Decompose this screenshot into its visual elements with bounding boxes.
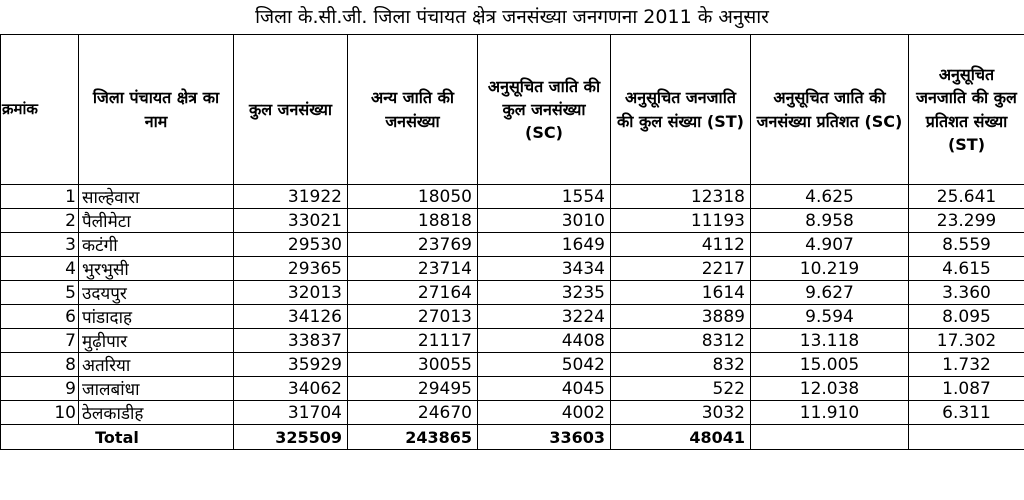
sc-percent-cell: 4.907 [751, 233, 909, 257]
other-caste-cell: 27164 [348, 281, 478, 305]
st-population-sum: 48041 [611, 425, 751, 450]
serial-no-cell: 4 [1, 257, 79, 281]
table-title: जिला के.सी.जी. जिला पंचायत क्षेत्र जनसंख्या जनगणना 2011 के अनुसार [255, 6, 769, 28]
table-row [1, 209, 1024, 233]
header-sc-population: अनुसूचित जाति की कुल जनसंख्या (SC) [478, 35, 611, 185]
other-caste-cell: 30055 [348, 353, 478, 377]
sc-percent-total-empty [751, 425, 909, 450]
serial-no-cell: 7 [1, 329, 79, 353]
sc-population-cell: 3010 [478, 209, 611, 233]
st-percent-cell: 3.360 [909, 281, 1024, 305]
total-population-cell: 34126 [234, 305, 348, 329]
area-name-cell: पांडादाह [79, 305, 234, 329]
header-area-name: जिला पंचायत क्षेत्र का नाम [79, 35, 234, 185]
area-name-cell: पैलीमेटा [79, 209, 234, 233]
table-row [1, 353, 1024, 377]
area-name-cell: जालबांधा [79, 377, 234, 401]
header-serial-no: क्रमांक [1, 35, 79, 185]
serial-no-cell: 10 [1, 401, 79, 425]
serial-no-cell: 2 [1, 209, 79, 233]
st-percent-cell: 6.311 [909, 401, 1024, 425]
sc-percent-cell: 8.958 [751, 209, 909, 233]
area-name-cell: साल्हेवारा [79, 185, 234, 209]
area-name-cell: भुरभुसी [79, 257, 234, 281]
other-caste-cell: 23714 [348, 257, 478, 281]
census-table [0, 34, 1024, 450]
sc-population-cell: 3224 [478, 305, 611, 329]
other-caste-cell: 18050 [348, 185, 478, 209]
st-percent-total-empty [909, 425, 1024, 450]
st-percent-cell: 4.615 [909, 257, 1024, 281]
sc-percent-cell: 10.219 [751, 257, 909, 281]
st-population-cell: 12318 [611, 185, 751, 209]
st-population-cell: 11193 [611, 209, 751, 233]
serial-no-cell: 9 [1, 377, 79, 401]
sc-population-sum: 33603 [478, 425, 611, 450]
table-row [1, 185, 1024, 209]
header-total-population: कुल जनसंख्या [234, 35, 348, 185]
total-population-cell: 29365 [234, 257, 348, 281]
area-name-cell: मुढ़ीपार [79, 329, 234, 353]
header-sc-percent: अनुसूचित जाति की जनसंख्या प्रतिशत (SC) [751, 35, 909, 185]
sc-percent-cell: 12.038 [751, 377, 909, 401]
table-row [1, 257, 1024, 281]
area-name-cell: ठेलकाडीह [79, 401, 234, 425]
sc-population-cell: 5042 [478, 353, 611, 377]
total-population-cell: 33837 [234, 329, 348, 353]
area-name-cell: कटंगी [79, 233, 234, 257]
st-percent-cell: 23.299 [909, 209, 1024, 233]
other-caste-cell: 21117 [348, 329, 478, 353]
st-population-cell: 4112 [611, 233, 751, 257]
st-percent-cell: 17.302 [909, 329, 1024, 353]
total-population-cell: 33021 [234, 209, 348, 233]
other-caste-cell: 27013 [348, 305, 478, 329]
total-population-cell: 31704 [234, 401, 348, 425]
total-population-cell: 29530 [234, 233, 348, 257]
sc-population-cell: 4045 [478, 377, 611, 401]
total-label: Total [1, 425, 234, 450]
table-row [1, 305, 1024, 329]
st-population-cell: 3889 [611, 305, 751, 329]
header-st-population: अनुसूचित जनजाति की कुल संख्या (ST) [611, 35, 751, 185]
st-population-cell: 832 [611, 353, 751, 377]
st-percent-cell: 25.641 [909, 185, 1024, 209]
area-name-cell: उदयपुर [79, 281, 234, 305]
sc-population-cell: 3434 [478, 257, 611, 281]
sc-percent-cell: 11.910 [751, 401, 909, 425]
serial-no-cell: 3 [1, 233, 79, 257]
other-caste-cell: 18818 [348, 209, 478, 233]
other-caste-cell: 29495 [348, 377, 478, 401]
total-population-sum: 325509 [234, 425, 348, 450]
total-population-cell: 34062 [234, 377, 348, 401]
sc-population-cell: 4002 [478, 401, 611, 425]
serial-no-cell: 1 [1, 185, 79, 209]
sc-population-cell: 1554 [478, 185, 611, 209]
header-st-percent: अनुसूचित जनजाति की कुल प्रतिशत संख्या (ST) [909, 35, 1024, 185]
st-percent-cell: 8.559 [909, 233, 1024, 257]
sc-percent-cell: 15.005 [751, 353, 909, 377]
sc-percent-cell: 9.594 [751, 305, 909, 329]
other-caste-cell: 23769 [348, 233, 478, 257]
total-row [1, 425, 1024, 450]
serial-no-cell: 8 [1, 353, 79, 377]
total-population-cell: 31922 [234, 185, 348, 209]
st-population-cell: 1614 [611, 281, 751, 305]
sc-population-cell: 3235 [478, 281, 611, 305]
table-row [1, 329, 1024, 353]
sc-population-cell: 4408 [478, 329, 611, 353]
st-population-cell: 8312 [611, 329, 751, 353]
st-population-cell: 2217 [611, 257, 751, 281]
table-row [1, 377, 1024, 401]
st-percent-cell: 1.087 [909, 377, 1024, 401]
sc-percent-cell: 4.625 [751, 185, 909, 209]
table-row [1, 401, 1024, 425]
sc-percent-cell: 13.118 [751, 329, 909, 353]
other-caste-sum: 243865 [348, 425, 478, 450]
total-population-cell: 32013 [234, 281, 348, 305]
header-row [1, 35, 1024, 185]
header-other-caste-population: अन्य जाति की जनसंख्या [348, 35, 478, 185]
serial-no-cell: 6 [1, 305, 79, 329]
other-caste-cell: 24670 [348, 401, 478, 425]
table-row [1, 281, 1024, 305]
total-population-cell: 35929 [234, 353, 348, 377]
area-name-cell: अतरिया [79, 353, 234, 377]
st-percent-cell: 1.732 [909, 353, 1024, 377]
table-row [1, 233, 1024, 257]
serial-no-cell: 5 [1, 281, 79, 305]
st-population-cell: 3032 [611, 401, 751, 425]
st-population-cell: 522 [611, 377, 751, 401]
sc-population-cell: 1649 [478, 233, 611, 257]
sc-percent-cell: 9.627 [751, 281, 909, 305]
st-percent-cell: 8.095 [909, 305, 1024, 329]
